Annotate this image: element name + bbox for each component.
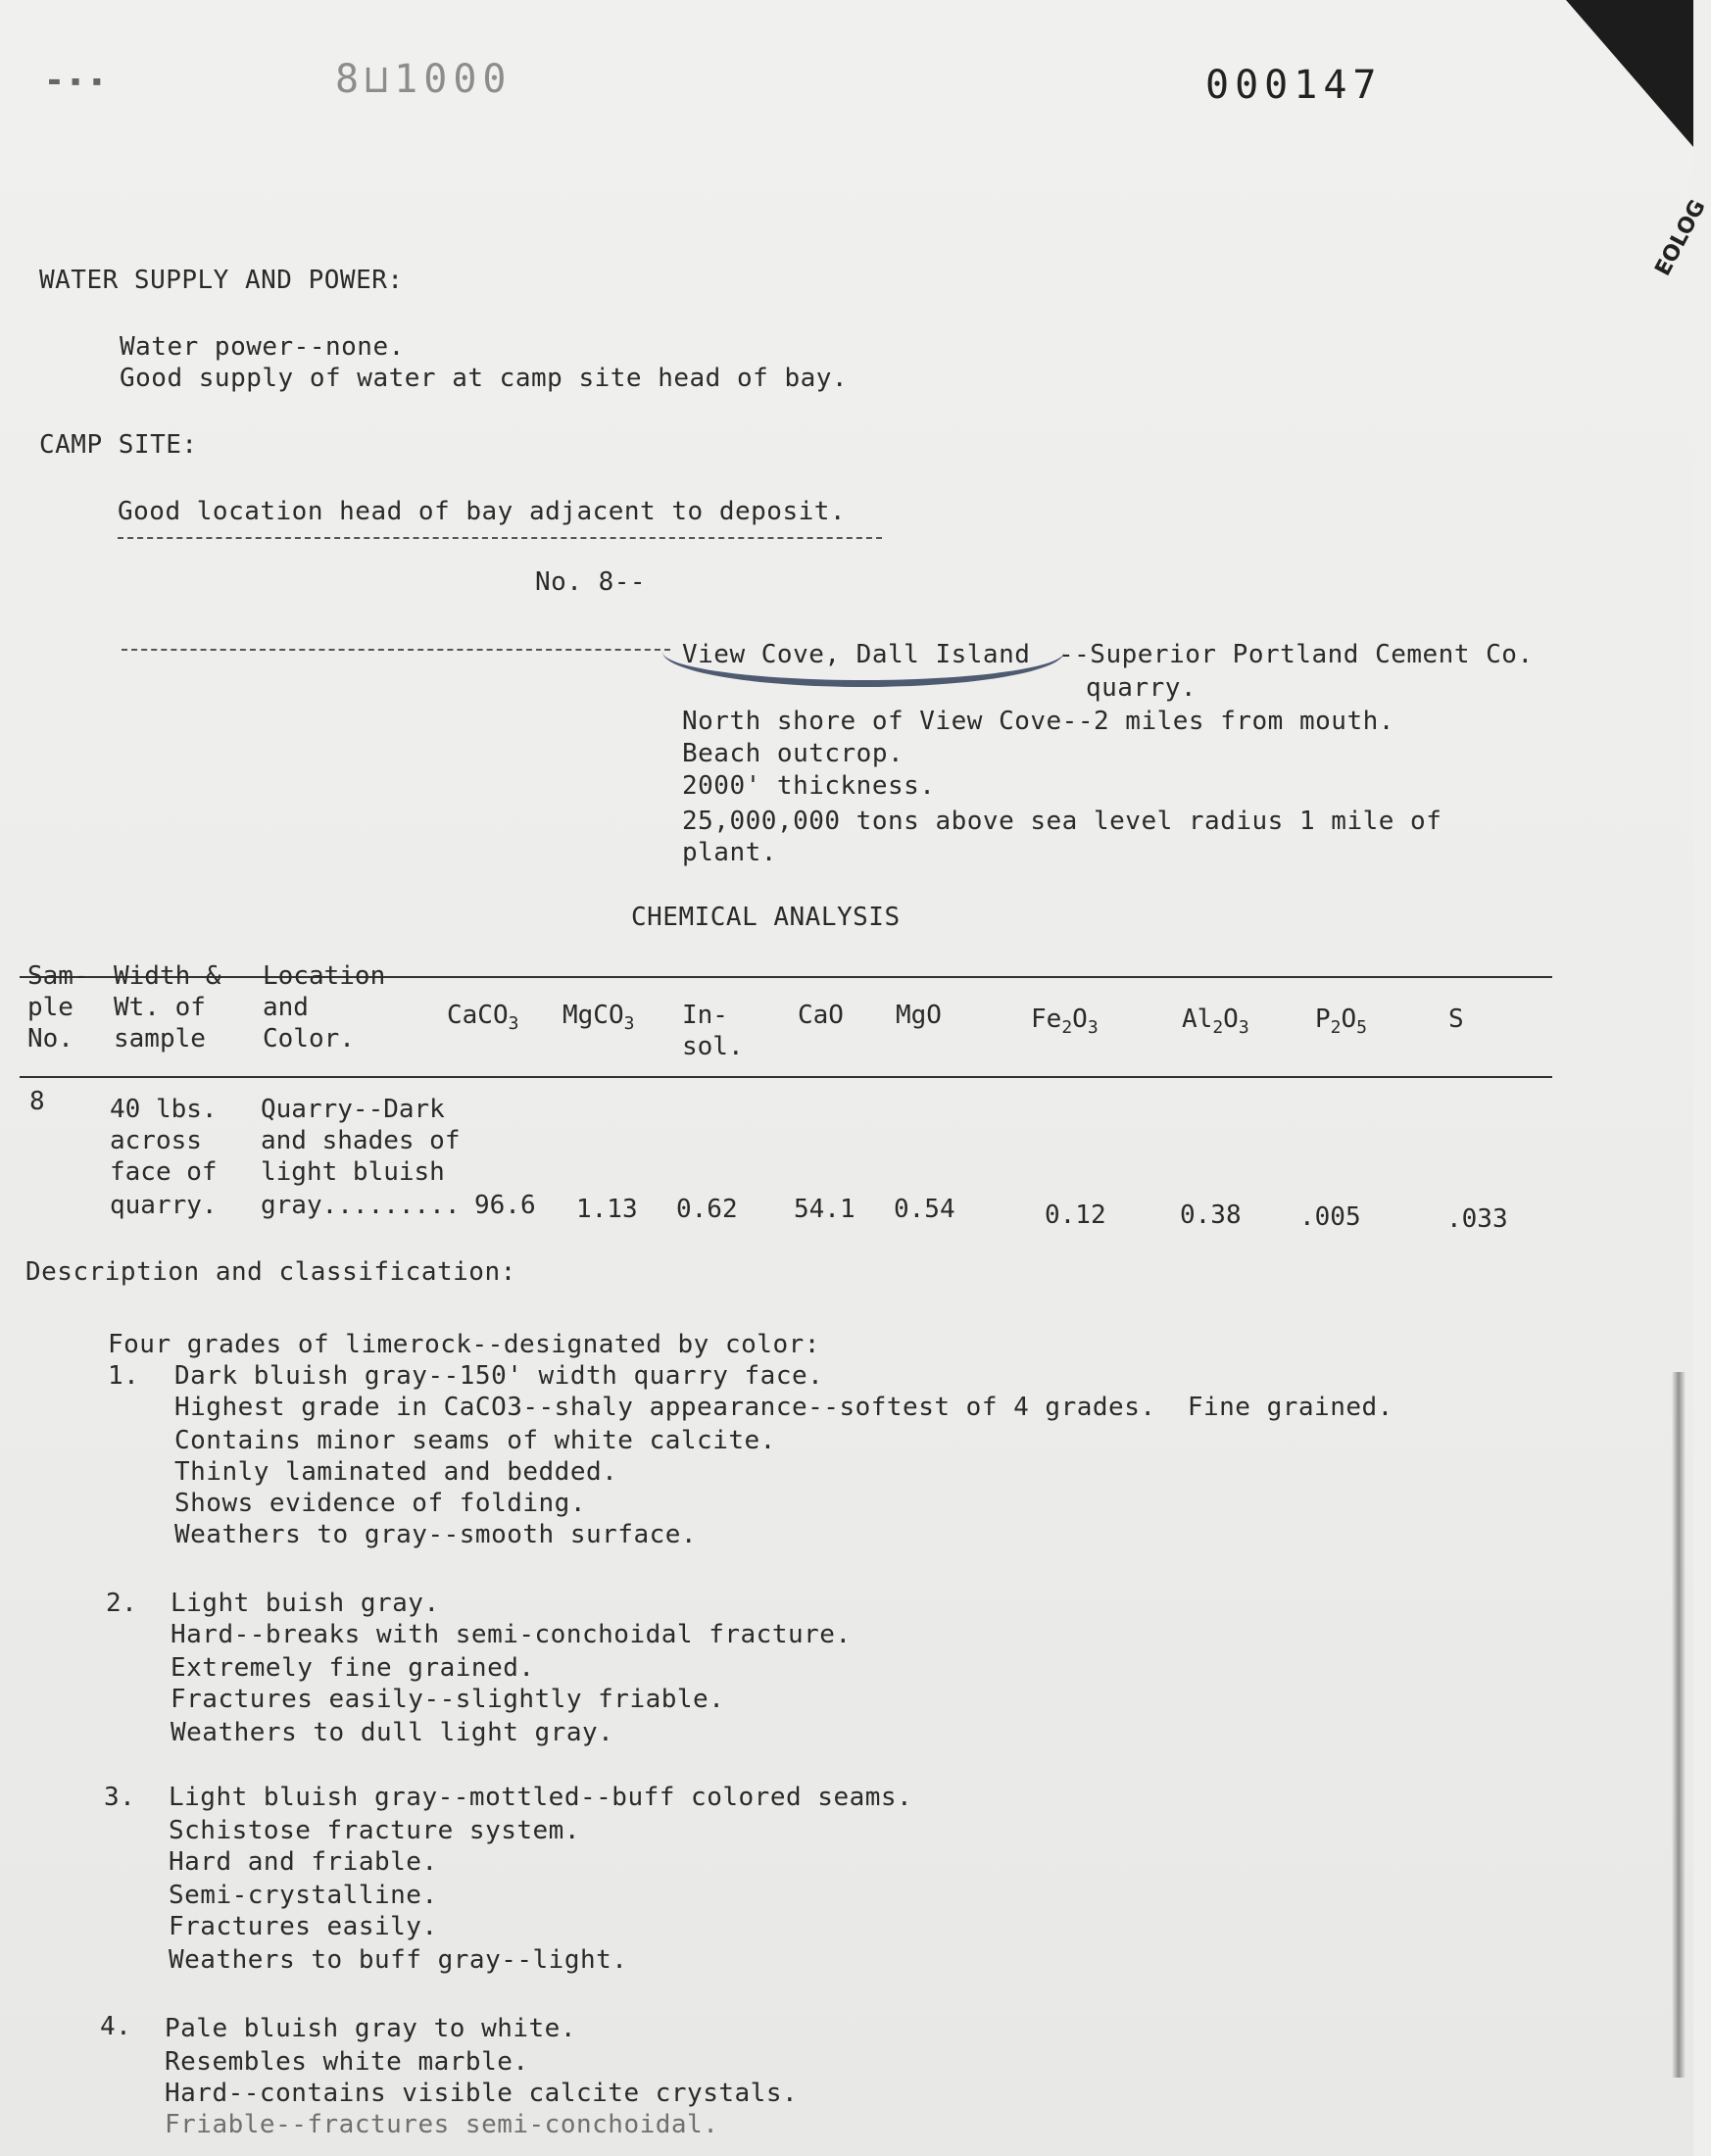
col-width-2: Wt. of (114, 993, 206, 1022)
row-mgco3: 1.13 (576, 1195, 638, 1224)
grade-2-line-3: Extremely fine grained. (171, 1653, 535, 1683)
entry-line-2: Beach outcrop. (682, 739, 904, 768)
camp-heading: CAMP SITE: (39, 430, 198, 460)
col-cao: CaO (798, 1001, 844, 1030)
grade-1-line-3: Contains minor seams of white calcite. (174, 1426, 776, 1455)
water-line-2: Good supply of water at camp site head of bay. (120, 364, 849, 393)
row-width-1: 40 lbs. (110, 1095, 218, 1124)
grade-1-line-2: Highest grade in CaCO3--shaly appearance--softest of 4 grades. Fine grained. (174, 1393, 1393, 1422)
page-edge-shadow (1672, 1372, 1686, 2078)
grade-3-line-6: Weathers to buff gray--light. (169, 1945, 628, 1975)
col-p2o5: $P_2O_5$ (1315, 1004, 1367, 1038)
entry-title-rest: --Superior Portland Cement Co. (1058, 640, 1534, 669)
grade-4-line-2: Resembles white marble. (165, 2047, 529, 2077)
description-intro: Four grades of limerock--designated by color: (108, 1330, 820, 1359)
camp-underline (118, 537, 882, 539)
row-location-3: light bluish (261, 1157, 445, 1187)
table-top-rule (20, 976, 1552, 978)
col-width-3: sample (114, 1024, 206, 1054)
col-mgco3: MgCO$_3$ (562, 1001, 635, 1034)
row-fe2o3: 0.12 (1045, 1200, 1106, 1230)
col-s: S (1448, 1004, 1464, 1034)
row-width-4: quarry. (110, 1191, 218, 1220)
grade-1-line-6: Weathers to gray--smooth surface. (174, 1520, 698, 1549)
grade-2-number: 2. (106, 1589, 138, 1618)
row-caco3: 96.6 (474, 1191, 536, 1220)
col-sample-1: Sam- (27, 961, 89, 991)
water-heading: WATER SUPPLY AND POWER: (39, 266, 404, 295)
grade-4-line-1: Pale bluish gray to white. (165, 2014, 576, 2043)
grade-4-line-3: Hard--contains visible calcite crystals. (165, 2079, 799, 2108)
description-heading: Description and classification: (25, 1257, 516, 1287)
entry-title-cont: quarry. (1086, 673, 1198, 703)
col-caco3: CaCO$_3$ (447, 1001, 519, 1034)
grade-3-number: 3. (104, 1783, 136, 1812)
camp-line-1: Good location head of bay adjacent to deposit. (118, 497, 847, 526)
grade-1-line-4: Thinly laminated and bedded. (174, 1457, 618, 1487)
row-cao: 54.1 (794, 1195, 856, 1224)
grade-2-line-5: Weathers to dull light gray. (171, 1718, 614, 1747)
entry-number: No. 8-- (535, 567, 647, 597)
grade-2-line-1: Light buish gray. (171, 1589, 440, 1618)
grade-3-line-2: Schistose fracture system. (169, 1816, 580, 1845)
col-location-3: Color. (263, 1024, 355, 1054)
entry-line-4: 25,000,000 tons above sea level radius 1 mile of (682, 807, 1442, 836)
col-sample-3: No. (27, 1024, 73, 1054)
ink-smudge: ▬ ▪ ▪ (49, 71, 103, 91)
corner-fold (1566, 0, 1693, 147)
row-insol: 0.62 (676, 1195, 738, 1224)
grade-2-line-4: Fractures easily--slightly friable. (171, 1685, 725, 1714)
analysis-heading: CHEMICAL ANALYSIS (631, 903, 901, 932)
row-al2o3: 0.38 (1180, 1200, 1242, 1230)
col-sample-2: ple (27, 993, 73, 1022)
corner-stamp: EOLOG (1650, 196, 1711, 280)
row-s: .033 (1446, 1204, 1508, 1234)
col-location-2: and (263, 993, 309, 1022)
grade-3-line-5: Fractures easily. (169, 1912, 438, 1941)
water-line-1: Water power--none. (120, 332, 405, 362)
grade-1-number: 1. (108, 1361, 140, 1391)
row-sample: 8 (29, 1087, 45, 1116)
row-width-3: face of (110, 1157, 218, 1187)
grade-3-line-1: Light bluish gray--mottled--buff colored seams. (169, 1783, 913, 1812)
grade-2-line-2: Hard--breaks with semi-conchoidal fracture. (171, 1620, 852, 1649)
col-width-1: Width & (114, 961, 221, 991)
row-location-2: and shades of (261, 1126, 461, 1155)
entry-leader-line (122, 649, 670, 651)
col-mgo: MgO (896, 1001, 942, 1030)
grade-3-line-3: Hard and friable. (169, 1847, 438, 1877)
entry-line-5: plant. (682, 838, 777, 867)
col-location-1: Location (263, 961, 386, 991)
grade-1-line-5: Shows evidence of folding. (174, 1489, 586, 1518)
grade-3-line-4: Semi-crystalline. (169, 1881, 438, 1910)
entry-line-1: North shore of View Cove--2 miles from mouth. (682, 707, 1394, 736)
col-insol-1: In- (682, 1001, 728, 1030)
table-header-rule (20, 1076, 1552, 1078)
grade-1-line-1: Dark bluish gray--150' width quarry face. (174, 1361, 824, 1391)
entry-line-3: 2000' thickness. (682, 771, 936, 801)
row-width-2: across (110, 1126, 202, 1155)
row-location-1: Quarry--Dark (261, 1095, 445, 1124)
grade-4-number: 4. (100, 2012, 132, 2041)
row-location-4: gray......... (261, 1191, 461, 1220)
page-number: 000147 (1205, 63, 1383, 108)
col-insol-2: sol. (682, 1032, 744, 1061)
col-al2o3: $Al_2O_3$ (1182, 1004, 1249, 1038)
row-mgo: 0.54 (894, 1195, 955, 1224)
col-fe2o3: $Fe_2O_3$ (1031, 1004, 1099, 1038)
row-p2o5: .005 (1299, 1202, 1361, 1232)
entry-title: View Cove, Dall Island (682, 640, 1031, 669)
faint-page-number: 8⊔1000 (335, 57, 513, 102)
grade-4-line-4: Friable--fractures semi-conchoidal. (165, 2110, 719, 2139)
